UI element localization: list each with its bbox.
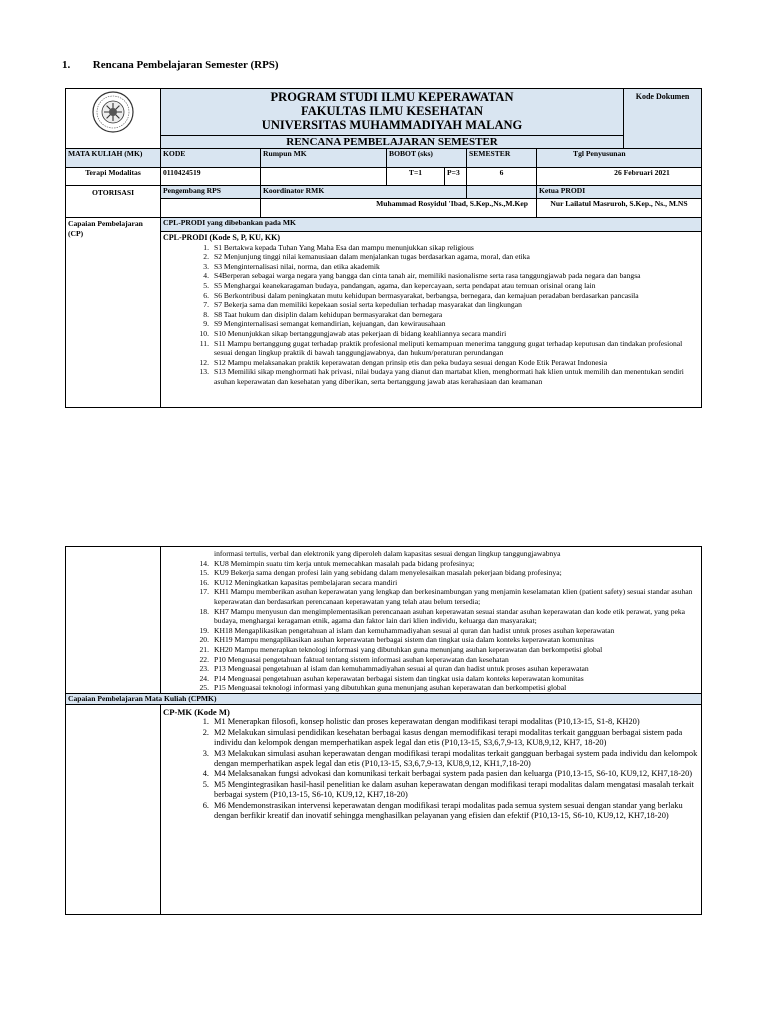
continuation-content	[161, 547, 702, 694]
list-item: 1. S1 Bertakwa kepada Tuhan Yang Maha Esa dan mampu menunjukkan sikap religious	[203, 242, 474, 252]
mata-kuliah-header: MATA KULIAH (MK)	[66, 149, 161, 168]
ketua-prodi-name: Nur Lailatul Masruroh, S.Kep., Ns., M.NS	[537, 199, 702, 218]
list-item: 4. S4Berperan sebagai warga negara yang bangga dan cinta tanah air, memiliki nasionalisme serta rasa tanggungjawab pada negara dan bangsa	[203, 271, 641, 281]
university-seal-icon	[91, 90, 135, 134]
list-item: 7. S7 Bekerja sama dan memiliki kepekaan sosial serta kepedulian terhadap masyarakat dan lingkungan	[203, 300, 522, 310]
bobot-t-value: T=1	[387, 168, 445, 186]
rumpun-value	[261, 168, 387, 186]
cpl-continuation-table	[65, 546, 702, 915]
list-item: 22. P10 Menguasai pengetahuan faktual tentang sistem informasi asuhan keperawatan dan kesehatan	[199, 654, 509, 664]
cpl-prodi-label: CPL-PRODI yang dibebankan pada MK	[161, 218, 702, 232]
list-item: 16. KU12 Meningkatkan kapasitas pembelajaran secara mandiri	[199, 577, 398, 587]
pengembang-value	[161, 199, 261, 218]
list-item: 18. KH7 Mampu menyusun dan mengimplementasikan perencanaan asuhan keperawatan sesuai standar asuhan keperawatan dan kode etik perawat, yang peka budaya, menghargai keragaman etnik, agama dan faktor lain dari klien individu, keluarga dan masyarakat;	[199, 606, 686, 626]
continuation-text: informasi tertulis, verbal dan elektronik yang diperoleh dalam kapasitas sesuai dengan lingkup tanggungjawabnya	[214, 549, 561, 558]
kode-header: KODE	[161, 149, 261, 168]
list-item: 5. S5 Menghargai keanekaragaman budaya, pandangan, agama, dan kepercayaan, serta pendapat atau temuan orisinal orang lain	[203, 280, 596, 290]
list-item: 2. M2 Melakukan simulasi pendidikan kesehatan berbagai kasus dengan memodifikasi terapi modalitas terkait gangguan berbagai sistem pada individu dan kelompok dengan memperhatikan aspek legal dan etis (P10,13-15, S3,6,7,9-13, KU8,9,12, KH7, 18-20)	[202, 727, 683, 748]
list-item: 20. KH19 Mampu mengaplikasikan asuhan keperawatan berbagai sistem dan tingkat usia dalam konteks keperawatan komunitas	[199, 635, 594, 645]
faculty-name: FAKULTAS ILMU KESEHATAN	[301, 104, 483, 118]
cpmk-kode-heading: CP-MK (Kode M)	[163, 706, 230, 717]
list-item: 23. P13 Menguasai pengetahuan al islam dan kemuhammadiyahan sesuai al quran dan hadist untuk proses asuhan keperawatan	[199, 664, 589, 674]
semester-header: SEMESTER	[467, 149, 537, 168]
list-item: 11. S11 Mampu bertanggung gugat terhadap praktik profesional meliputi kemampuan menerima tanggung gugat terhadap keputusan dan tindakan profesional sesuai dengan lingkup praktik di bawah tanggungjawabnya, dan hukum/peraturan perundangan	[199, 338, 683, 358]
rps-header-table	[65, 88, 702, 408]
kode-value: 0110424519	[161, 168, 261, 186]
logo-cell	[66, 89, 161, 149]
cpmk-left-cell	[66, 704, 161, 914]
list-item: 2. S2 Menjunjung tinggi nilai kemanusiaan dalam menjalankan tugas berdasarkan agama, moral, dan etika	[203, 252, 530, 262]
kode-dokumen: Kode Dokumen	[624, 89, 702, 149]
cpmk-content	[161, 704, 702, 914]
bobot-p-value: P=3	[445, 168, 467, 186]
tgl-value: 26 Februari 2021	[537, 168, 702, 186]
koordinator-name: Muhammad Rosyidul 'Ibad, S.Kep.,Ns.,M.Kep	[261, 199, 537, 218]
cpl-content	[161, 232, 702, 408]
otorisasi-spacer	[467, 186, 537, 199]
cpl-kode-heading: CPL-PRODI (Kode S, P, KU, KK)	[163, 233, 281, 242]
rumpun-header: Rumpun MK	[261, 149, 387, 168]
list-item: 1. M1 Menerapkan filosofi, konsep holistic dan proses keperawatan dengan modifikasi terapi modalitas (P10,13-15, S1-8, KH20)	[202, 717, 640, 727]
program-name: PROGRAM STUDI ILMU KEPERAWATAN	[270, 90, 514, 104]
list-item: 8. S8 Taat hukum dan disiplin dalam kehidupan bermasyarakat dan bernegara	[203, 309, 443, 319]
list-item: 6. M6 Mendemonstrasikan intervensi keperawatan dengan modifikasi terapi modalitas pada semua system sesuai dengan standar yang berlaku dengan berfikir kreatif dan inovatif sehingga menghasilkan pelayanan yang efisien dan efektif (P10,13-15, S6-10, KU9,12, KH7,18-20)	[202, 800, 683, 820]
list-item: 24. P14 Menguasai pengetahuan asuhan keperawatan berbagai sistem dan tingkat usia dalam konteks keperawatan komunitas	[199, 673, 584, 683]
list-item: 15. KU9 Bekerja sama dengan profesi lain yang sebidang dalam menyelesaikan masalah pekerjaan bidang profesinya;	[199, 568, 562, 578]
semester-value: 6	[467, 168, 537, 186]
list-item: 13. S13 Memiliki sikap menghormati hak privasi, nilai budaya yang dianut dan martabat klien, menghormati hak klien untuk memilih dan menentukan sendiri asuhan keperawatan dan kesehatan yang diberikan, serta bertanggung jawab atas kerahasiaan dan keamanan	[199, 367, 684, 386]
pengembang-label: Pengembang RPS	[161, 186, 261, 199]
cpl-list-continued	[163, 559, 699, 693]
koordinator-label: Koordinator RMK	[261, 186, 467, 199]
list-item: 17. KH1 Mampu memberikan asuhan keperawatan yang lengkap dan berkesinambungan yang menjamin keselamatan klien (patient safety) sesuai standar asuhan keperawatan dan berdasarkan perencanaan keperawatan yang telah atau belum tersedia;	[199, 587, 693, 606]
list-item: 6. S6 Berkontribusi dalam peningkatan mutu kehidupan bermasyarakat, berbangsa, bernegara, dan kemajuan peradaban berdasarkan pancasila	[203, 290, 639, 300]
list-item: 14. KU8 Memimpin suatu tim kerja untuk memecahkan masalah pada bidang profesinya;	[199, 558, 475, 568]
list-item: 21. KH20 Mampu menerapkan teknologi informasi yang dibutuhkan guna menunjang asuhan keperawatan dan berkompetisi global	[199, 644, 603, 654]
cpmk-label: Capaian Pembelajaran Mata Kuliah (CPMK)	[66, 693, 702, 704]
section-title: Rencana Pembelajaran Semester (RPS)	[92, 59, 279, 71]
continuation-left-cell	[66, 547, 161, 694]
bobot-header: BOBOT (sks)	[387, 149, 467, 168]
capaian-label: Capaian Pembelajaran (CP)	[66, 218, 161, 408]
cpmk-list	[163, 717, 699, 821]
tgl-header: Tgl Penyusunan	[537, 149, 702, 168]
list-item: 3. M3 Melakukan simulasi asuhan keperawatan dengan modifikasi terapi modalitas terkait gangguan berbagai system pada individu dan kelompok dengan memperhatikan aspek legal dan etis (P10,13-15, S3,6,7,9-13, KU8,9,12, KH1,7,18-20)	[202, 748, 698, 768]
cpl-list	[163, 243, 699, 387]
list-item: 9. S9 Menginternalisasi semangat kemandirian, kejuangan, dan kewirausahaan	[203, 319, 446, 329]
rps-title: RENCANA PEMBELAJARAN SEMESTER	[161, 136, 624, 149]
list-item: 19. KH18 Mengaplikasikan pengetahuan al islam dan kemuhammadiyahan sesuai al quran dan hadist untuk proses asuhan keperawatan	[199, 625, 615, 635]
mata-kuliah-value: Terapi Modalitas	[66, 168, 161, 186]
otorisasi-label: OTORISASI	[66, 186, 161, 218]
list-item: 5. M5 Mengintegrasikan hasil-hasil penelitian ke dalam asuhan keperawatan dengan modifikasi terapi modalitas dalam mengatasi masalah terkait berbagai system (P10,13-15, S6-10, KU9,12, KH7,18-20)	[202, 779, 694, 800]
list-item: 25. P15 Menguasai teknologi informasi yang dibutuhkan guna menunjang asuhan keperawatan dan berkompetisi global	[199, 683, 567, 693]
university-name: UNIVERSITAS MUHAMMADIYAH MALANG	[261, 118, 523, 132]
section-heading	[62, 59, 279, 71]
institution-header	[161, 89, 624, 136]
list-item: 3. S3 Menginternalisasi nilai, norma, dan etika akademik	[203, 261, 380, 271]
list-item: 4. M4 Melaksanakan fungsi advokasi dan komunikasi terkait berbagai system pada pasien dan keluarga (P10,13-15, S6-10, KU9,12, KH7,18-20)	[202, 769, 693, 779]
ketua-prodi-label: Ketua PRODI	[537, 186, 702, 199]
list-item: 12. S12 Mampu melaksanakan praktik keperawatan dengan prinsip etis dan peka budaya sesuai dengan Kode Etik Perawat Indonesia	[199, 357, 608, 367]
section-number: 1.	[62, 59, 71, 71]
list-item: 10. S10 Menunjukkan sikap bertanggungjawab atas pekerjaan di bidang keahliannya secara mandiri	[199, 328, 507, 338]
